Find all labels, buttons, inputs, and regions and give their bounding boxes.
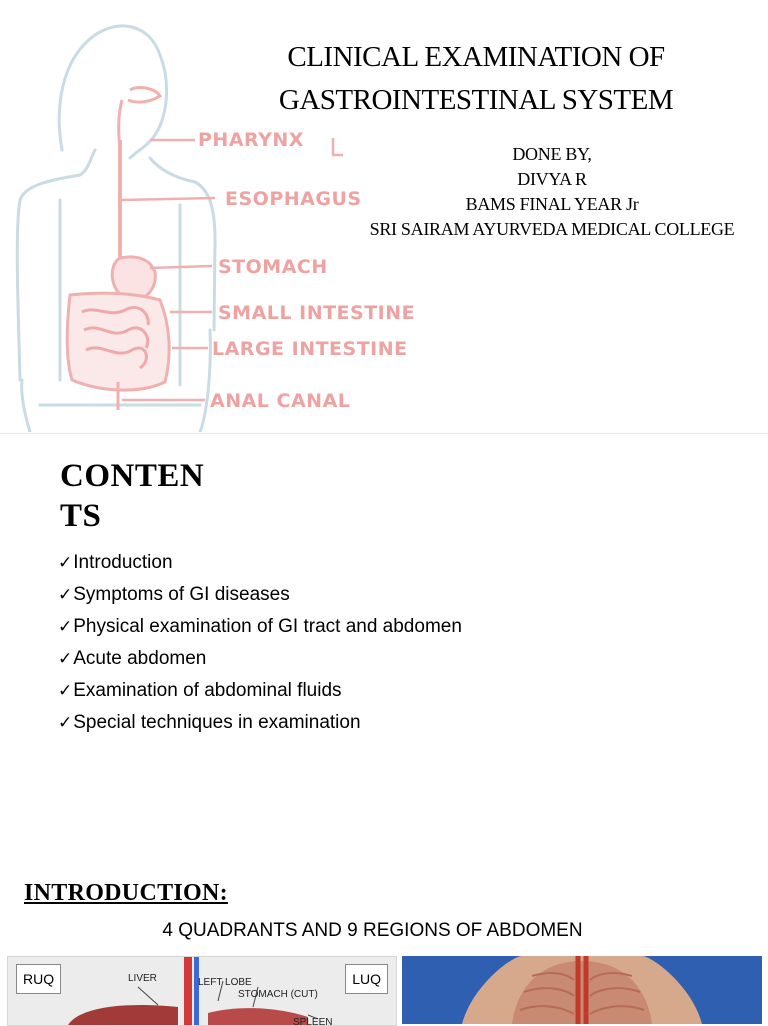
luq-label: LUQ bbox=[345, 964, 388, 994]
introduction-slide bbox=[0, 868, 768, 1024]
label-large-intestine: LARGE INTESTINE bbox=[212, 338, 408, 360]
label-small-intestine: SMALL INTESTINE bbox=[218, 302, 416, 324]
checkmark-icon: ✓ bbox=[58, 713, 73, 733]
abdomen-quadrant-diagram bbox=[7, 956, 397, 1026]
label-esophagus: ESOPHAGUS bbox=[225, 188, 362, 210]
label-anal-canal: ANAL CANAL bbox=[210, 390, 351, 412]
list-item bbox=[58, 675, 462, 707]
author-info bbox=[342, 142, 762, 242]
mouth-shape bbox=[128, 88, 160, 103]
label-pharynx: PHARYNX bbox=[198, 129, 304, 151]
contents-heading-line-2: TS bbox=[60, 498, 102, 534]
contents-slide bbox=[0, 433, 768, 854]
list-item bbox=[58, 643, 462, 675]
checkmark-icon: ✓ bbox=[58, 585, 73, 605]
large-intestine-shape bbox=[67, 293, 169, 390]
ruq-label: RUQ bbox=[16, 964, 61, 994]
checkmark-icon: ✓ bbox=[58, 553, 73, 573]
vena-cava-shape bbox=[194, 957, 199, 1025]
title-line-2: GASTROINTESTINAL SYSTEM bbox=[278, 84, 674, 116]
list-item bbox=[58, 579, 462, 611]
head-outline bbox=[59, 26, 166, 158]
author-line-1: DONE BY, bbox=[512, 144, 592, 164]
list-item bbox=[58, 707, 462, 739]
torso-photo-drawing bbox=[402, 956, 762, 1024]
list-item-label: Special techniques in examination bbox=[73, 712, 361, 733]
contents-list bbox=[58, 547, 462, 739]
liver-shape bbox=[68, 1005, 178, 1025]
list-item-label: Introduction bbox=[73, 552, 173, 573]
spleen-label: SPLEEN bbox=[293, 1017, 333, 1026]
label-stomach: STOMACH bbox=[218, 256, 328, 278]
introduction-subheading: 4 QUADRANTS AND 9 REGIONS OF ABDOMEN bbox=[162, 920, 583, 941]
abdomen-anatomy-photo bbox=[402, 956, 762, 1024]
introduction-heading: INTRODUCTION: bbox=[24, 880, 228, 906]
checkmark-icon: ✓ bbox=[58, 681, 73, 701]
checkmark-icon: ✓ bbox=[58, 617, 73, 637]
stomach-cut-label: STOMACH (CUT) bbox=[238, 989, 318, 1000]
list-item-label: Physical examination of GI tract and abdomen bbox=[73, 616, 462, 637]
aorta-shape bbox=[184, 957, 192, 1025]
slide-title bbox=[236, 36, 716, 122]
author-line-3: BAMS FINAL YEAR Jr bbox=[465, 194, 639, 214]
liver-label: LIVER bbox=[128, 973, 157, 984]
title-slide bbox=[0, 0, 768, 432]
title-line-1: CLINICAL EXAMINATION OF bbox=[287, 41, 665, 73]
list-item bbox=[58, 611, 462, 643]
contents-heading-line-1: CONTEN bbox=[60, 458, 205, 494]
author-line-4: SRI SAIRAM AYURVEDA MEDICAL COLLEGE bbox=[369, 219, 735, 239]
left-lobe-label: LEFT LOBE bbox=[198, 977, 252, 988]
list-item-label: Acute abdomen bbox=[73, 648, 207, 669]
list-item-label: Symptoms of GI diseases bbox=[73, 584, 290, 605]
list-item-label: Examination of abdominal fluids bbox=[73, 680, 342, 701]
abdomen-organs-drawing bbox=[8, 957, 396, 1025]
checkmark-icon: ✓ bbox=[58, 649, 73, 669]
contents-heading bbox=[60, 456, 220, 536]
list-item bbox=[58, 547, 462, 579]
author-line-2: DIVYA R bbox=[517, 169, 587, 189]
